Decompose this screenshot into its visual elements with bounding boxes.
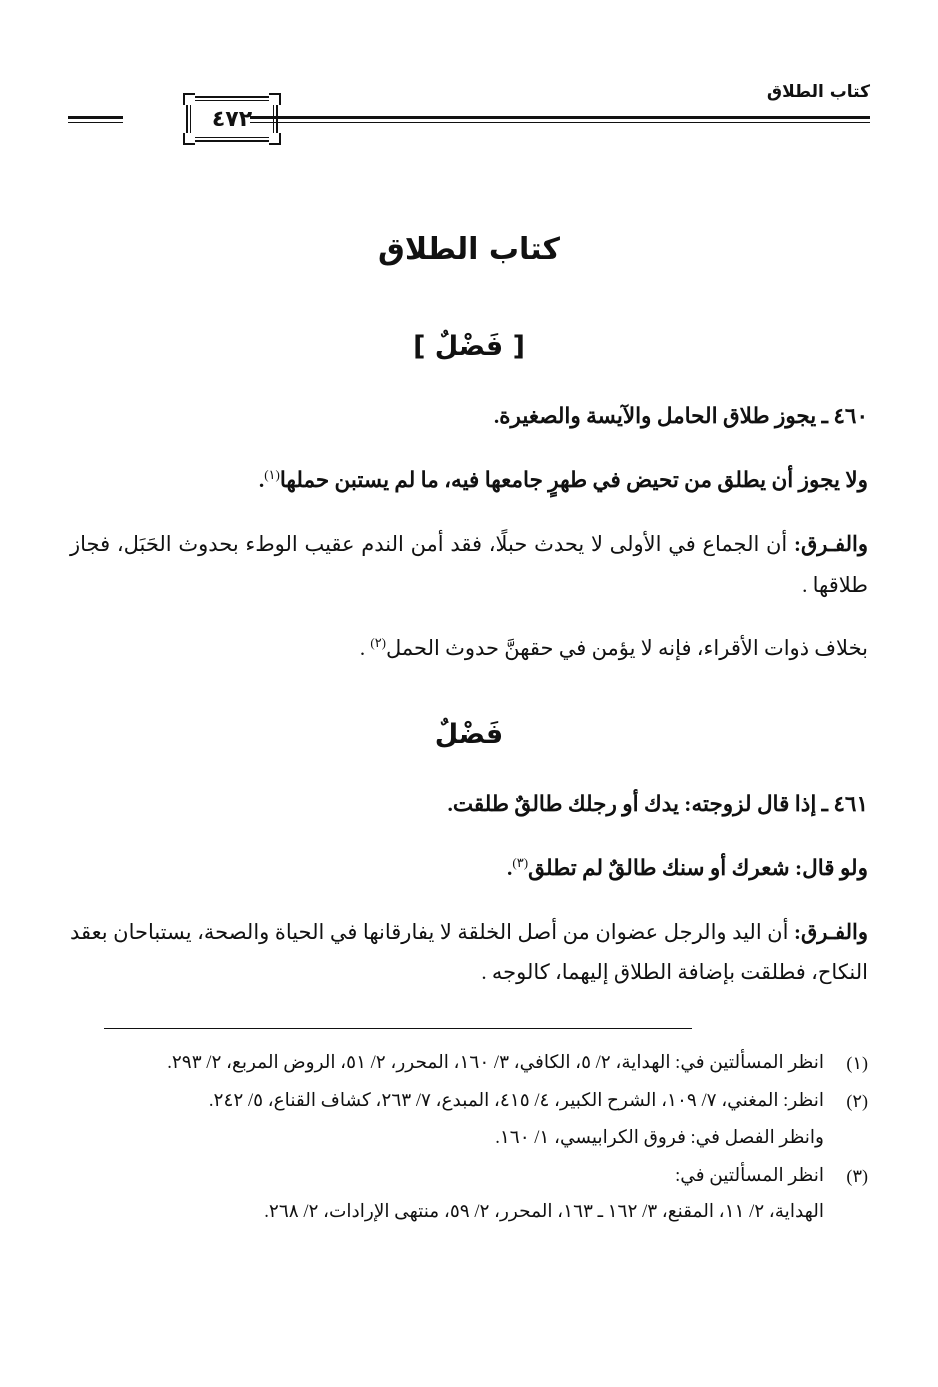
paragraph-461c: [70, 912, 868, 994]
paragraph-text: أن الجماع في الأولى لا يحدث حبلًا، فقد أمن الندم عقيب الوطء بحدوث الحَبَل، فجاز طلاقها .: [70, 531, 868, 597]
footnote-sub-text: وانظر الفصل في: فروق الكرابيسي، ١/ ١٦٠.: [495, 1127, 824, 1148]
page-title: كتاب الطلاق: [378, 232, 560, 267]
footnote-marker: (٢): [846, 1091, 868, 1112]
section-heading-2: فَضْلٌ: [434, 718, 504, 750]
footnote-item: [70, 1046, 868, 1080]
footnote-sub-text: الهداية، ٢/ ١١، المقنع، ٣/ ١٦٢ ـ ١٦٣، المحرر، ٢/ ٥٩، منتهى الإرادات، ٢/ ٢٦٨.: [264, 1201, 824, 1222]
paragraph-460b: [70, 460, 868, 502]
page-number-frame: [186, 96, 278, 142]
footnote-text: [70, 1084, 824, 1154]
paragraph-tail: .: [258, 467, 265, 492]
paragraph-460c: [70, 524, 868, 606]
footnote-marker: (٣): [846, 1165, 868, 1186]
paragraph-text: بخلاف ذوات الأقراء، فإنه لا يؤمن في حقهنَّ حدوث الحمل: [386, 635, 868, 660]
footnotes-area: [70, 1046, 868, 1233]
page-body: [70, 232, 868, 1015]
paragraph-text: أن اليد والرجل عضوان من أصل الخلقة لا يفارقانها في الحياة والصحة، يستباحان بعقد النكاح، فطلقت بإضافة الطلاق إليهما، كالوجه .: [70, 919, 868, 985]
footnote-item: [70, 1084, 868, 1154]
footnote-text: [70, 1159, 824, 1229]
paragraph-460d: [70, 628, 868, 669]
footnote-text: انظر المسألتين في: الهداية، ٢/ ٥، الكافي، ٣/ ١٦٠، المحرر، ٢/ ٥١، الروض المربع، ٢/ ٢٩٣.: [167, 1053, 824, 1073]
footnote-ref-1: (١): [264, 466, 280, 482]
footnote-separator: [104, 1028, 692, 1029]
paragraph-text: ولا يجوز أن يطلق من تحيض في طهرٍ جامعها فيه، ما لم يستبن حملها: [279, 467, 868, 492]
running-title: كتاب الطلاق: [766, 82, 870, 102]
footnote-main-text: انظر: المغني، ٧/ ١٠٩، الشرح الكبير، ٤/ ٤١٥، المبدع، ٧/ ٢٦٣، كشاف القناع، ٥/ ٢٤٢.: [208, 1091, 824, 1112]
header-rule-right: [250, 116, 870, 123]
footnote-main-text: انظر المسألتين في:: [675, 1165, 824, 1186]
paragraph-461: ٤٦١ ـ إذا قال لزوجته: يدك أو رجلك طالقٌ طلقت.: [447, 791, 868, 816]
header-rule-left: [68, 116, 123, 123]
footnote-marker: (١): [846, 1053, 868, 1073]
paragraph-461b: [70, 848, 868, 890]
footnote-ref-2: (٢): [370, 634, 387, 650]
paragraph-lead: والفـرق:: [793, 531, 868, 556]
footnote-ref-3: (٣): [512, 854, 529, 870]
section-heading-1: [ فَضْلٌ ]: [413, 331, 525, 362]
paragraph-tail: .: [359, 635, 371, 660]
paragraph-tail: .: [507, 855, 513, 880]
paragraph-460: ٤٦٠ ـ يجوز طلاق الحامل والآيسة والصغيرة.: [493, 404, 868, 428]
paragraph-lead: والفـرق:: [793, 919, 868, 944]
paragraph-text: ولو قال: شعرك أو سنك طالقٌ لم تطلق: [528, 855, 868, 880]
page-header: [68, 78, 870, 138]
page-number: ٤٧٢: [211, 106, 253, 132]
footnote-item: [70, 1159, 868, 1229]
